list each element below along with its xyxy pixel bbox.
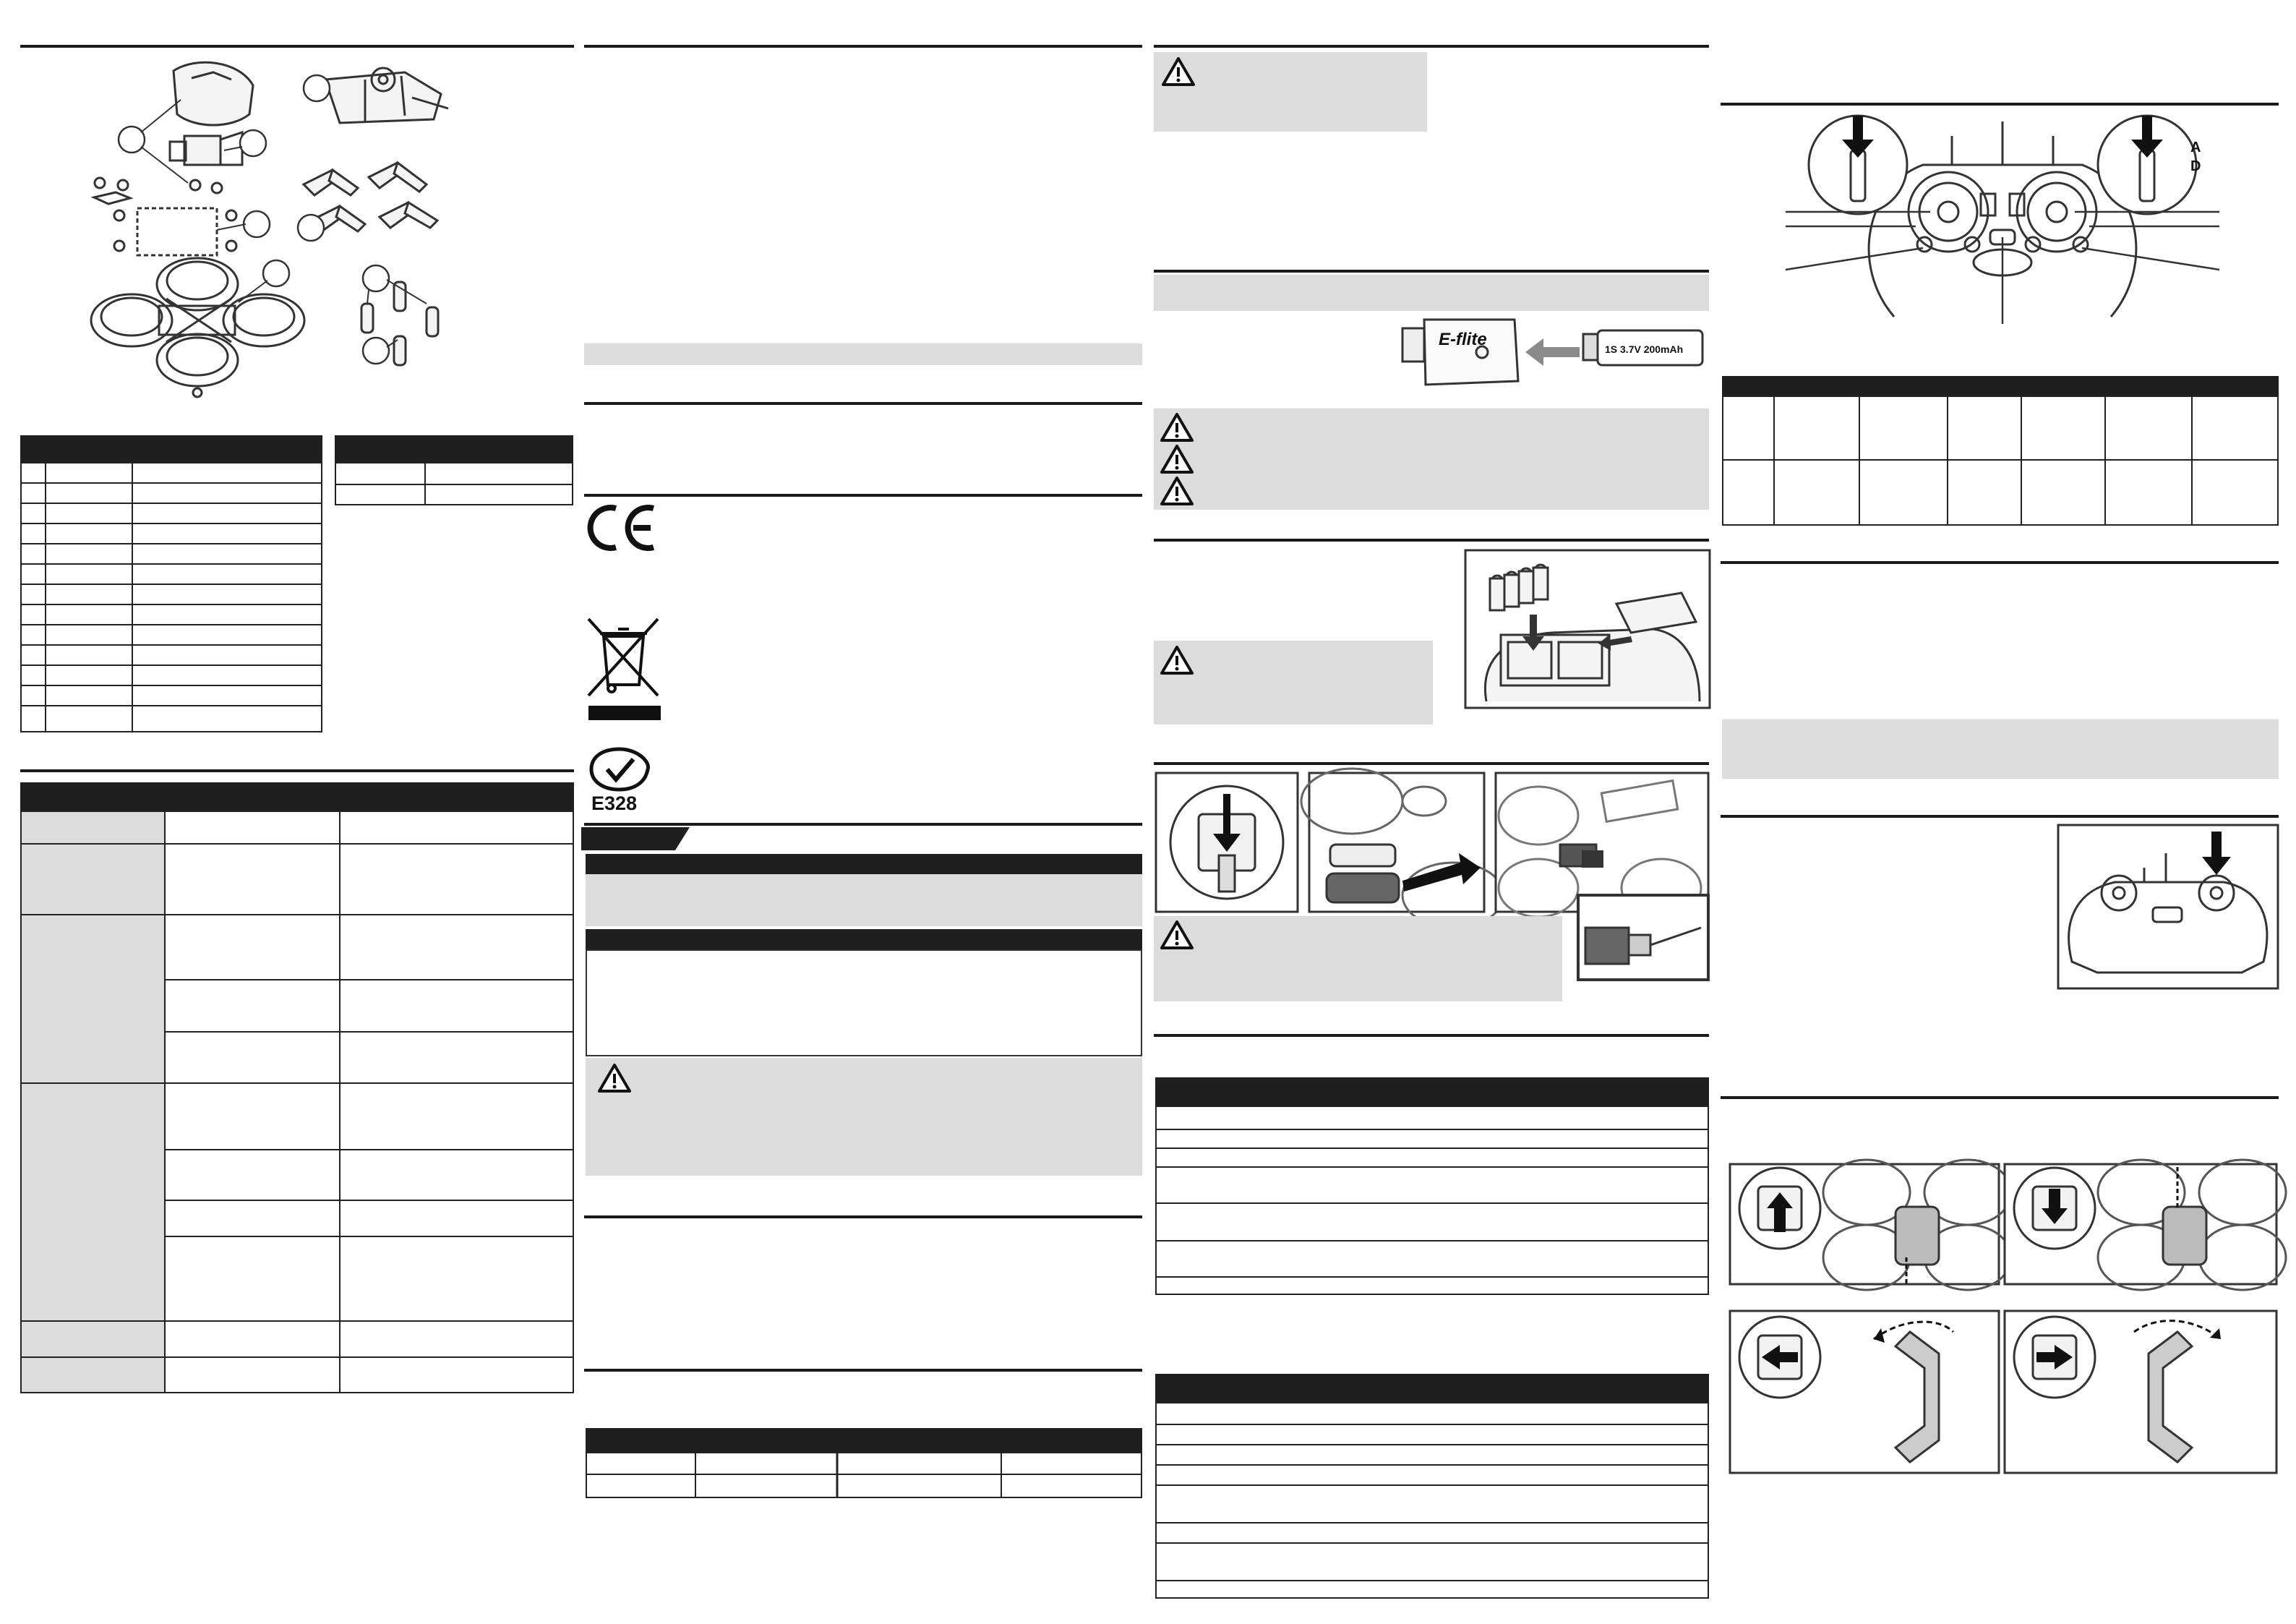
battery-warning-panel [1154, 641, 1433, 725]
col3-rule-4 [1154, 762, 1709, 765]
col2-rule-6 [584, 1369, 1142, 1372]
warning-icon [1161, 56, 1196, 87]
optional-parts-header [335, 435, 573, 463]
col4-note-panel [1722, 719, 2279, 779]
col1-top-rule [20, 45, 574, 48]
tx-label-a: A [2190, 140, 2201, 155]
warning-icon [1160, 645, 1194, 675]
transmitter-controls-diagram [1786, 107, 2219, 324]
parts-table-header [20, 435, 322, 463]
warning-icon [1160, 920, 1194, 950]
charger-illustration [1388, 312, 1706, 392]
col3-rule-5 [1154, 1034, 1709, 1037]
flight-mode-table [1155, 1403, 1709, 1599]
yaw-left-illustration [1729, 1310, 2000, 1474]
charging-title-bar [1154, 275, 1709, 311]
bind-button-illustration [1155, 772, 1298, 913]
col4-rule-2 [1721, 561, 2279, 564]
col2-rule-3 [584, 494, 1142, 497]
specs-table-header [586, 1428, 1142, 1453]
parts-table [20, 463, 322, 733]
col2-top-rule [584, 45, 1142, 48]
troubleshooting-header [20, 782, 574, 811]
col2-rule-5 [584, 1215, 1142, 1218]
binding-table [1722, 396, 2279, 526]
optional-parts-table [335, 463, 573, 506]
warning-icon [1160, 444, 1194, 474]
col3-rule-2 [1154, 270, 1709, 273]
col4-rule-4 [1721, 1096, 2279, 1099]
col2-rule-4 [584, 823, 1142, 826]
col3-top-rule [1154, 45, 1709, 48]
notice-panel [586, 874, 1142, 926]
transmitter-battery-install-illustration [1465, 550, 1710, 709]
col4-top-rule [1721, 103, 2279, 106]
col2-rule-2 [584, 402, 1142, 405]
throttle-down-illustration [2004, 1163, 2277, 1285]
led-table-header [1155, 1077, 1709, 1106]
binding-table-header [1722, 376, 2279, 396]
led-table [1155, 1106, 1709, 1296]
caution-header [586, 929, 1142, 949]
weee-bin-icon [586, 616, 662, 722]
charging-warnings-panel [1154, 409, 1709, 510]
connect-warning-panel [1154, 916, 1562, 1001]
notice-header [586, 854, 1142, 874]
yaw-right-illustration [2004, 1310, 2277, 1474]
motor-spares-illustration [354, 264, 455, 372]
caution-panel [586, 949, 1142, 1056]
transmitter-bind-illustration [2057, 824, 2279, 989]
warning-icon [597, 1063, 632, 1093]
troubleshooting-table [20, 811, 574, 1394]
rcm-code: E328 [591, 792, 638, 814]
warning-icon [1160, 476, 1194, 506]
warning-icon [1160, 412, 1194, 443]
battery-door-illustration [1308, 772, 1485, 913]
ce-mark-icon [587, 503, 659, 553]
throttle-up-illustration [1729, 1163, 2000, 1285]
specs-table [586, 1453, 1142, 1499]
section-tab-marker [581, 827, 690, 850]
troubleshooting-rule [20, 769, 574, 772]
col4-rule-3 [1721, 815, 2279, 818]
col3-rule-3 [1154, 539, 1709, 542]
warning-panel [586, 1058, 1142, 1176]
charger-brand: E-flite [1439, 330, 1487, 349]
flight-mode-table-header [1155, 1374, 1709, 1403]
rcm-mark-icon [587, 748, 652, 791]
battery-label: 1S 3.7V 200mAh [1605, 343, 1684, 355]
motor-assembly-illustration [296, 58, 455, 145]
col2-note-bar [584, 343, 1142, 365]
tx-label-d: D [2190, 158, 2201, 174]
propeller-set-illustration [289, 155, 455, 242]
